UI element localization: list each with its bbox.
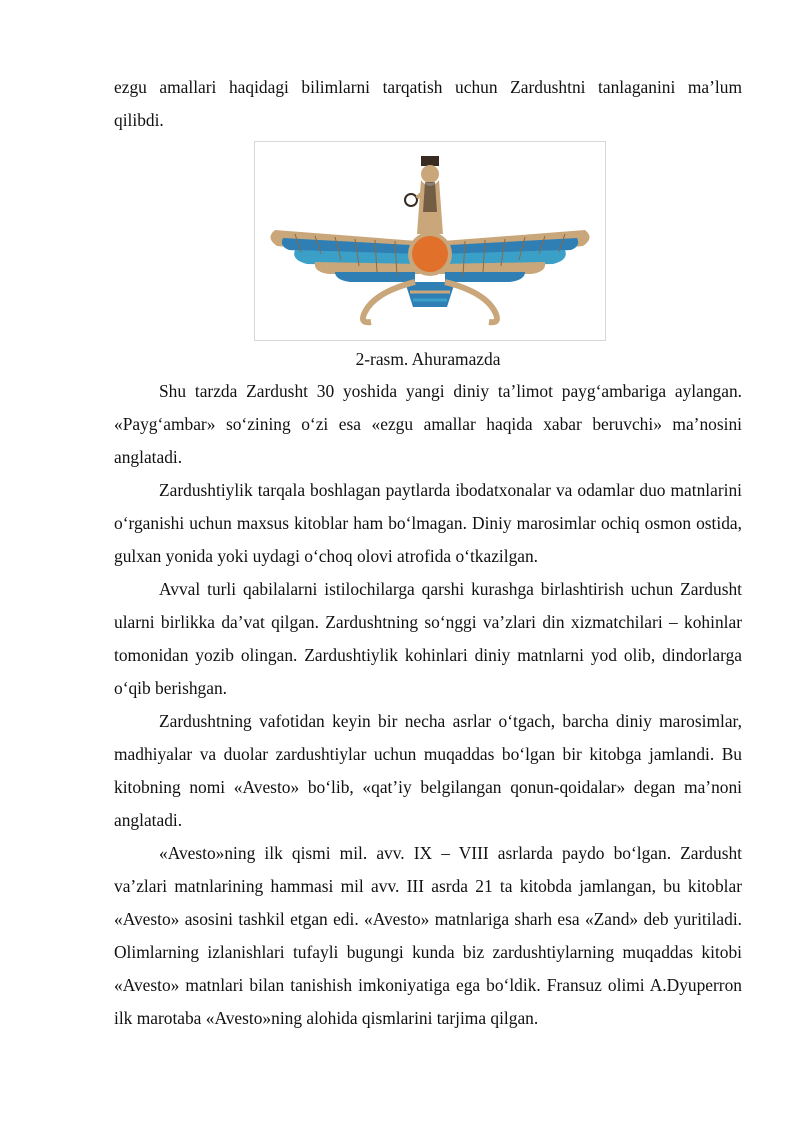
intro-line-1: ezgu amallari haqidagi bilimlarni tarqatish uchun Zardushtni tanlaganini ma’lum	[114, 77, 742, 97]
central-ring	[410, 234, 450, 274]
intro-text	[114, 71, 742, 137]
intro-line-2: qilibdi.	[114, 110, 164, 130]
tail	[405, 282, 455, 307]
left-wing	[270, 230, 430, 282]
paragraph: «Avesto»ning ilk qismi mil. avv. IX – VIII asrlarda paydo bo‘lgan. Zardusht va’zlari matnlarining hammasi mil avv. III asrda 21 ta kitobda jamlangan, bu kitoblar «Avesto» asosini tashkil etgan edi. «Avesto» matnlariga sharh esa «Zand» deb yuritiladi. Olimlarning izlanishlari tufayli bugungi kunda biz zardushtiylarning muqaddas kitobi «Avesto» matnlari bilan tanishish imkoniyatiga ega bo‘ldik. Fransuz olimi A.Dyuperron ilk marotaba «Avesto»ning alohida qismlarini tarjima qilgan.	[114, 843, 742, 1028]
paragraph: Avval turli qabilalarni istilochilarga qarshi kurashga birlashtirish uchun Zardusht ularni birlikka da’vat qilgan. Zardushtning so‘nggi va’zlari din xizmatchilari – kohinlar tomonidan yozib olingan. Zardushtiylik kohinlari diniy matnlarni yod olib, dindorlarga o‘qib berishgan.	[114, 579, 742, 698]
paragraph: Zardushtiylik tarqala boshlagan paytlarda ibodatxonalar va odamlar duo matnlarini o‘rganishi uchun maxsus kitoblar ham bo‘lmagan. Diniy marosimlar ochiq osmon ostida, gulxan yonida yoki uydagi o‘choq olovi atrofida o‘tkazilgan.	[114, 480, 742, 566]
paragraph: Zardushtning vafotidan keyin bir necha asrlar o‘tgach, barcha diniy marosimlar, madhiyalar va duolar zardushtiylar uchun muqaddas bo‘lgan bir kitobga jamlandi. Bu kitobning nomi «Avesto» bo‘lib, «qat’iy belgilangan qonun-qoidalar» degan ma’noni anglatadi.	[114, 711, 742, 830]
faravahar-image	[255, 142, 605, 340]
figure-caption: 2-rasm. Ahuramazda	[355, 349, 501, 369]
ahuramazda-figure	[254, 141, 606, 341]
paragraph: Shu tarzda Zardusht 30 yoshida yangi diniy ta’limot payg‘ambariga aylangan. «Payg‘ambar» so‘zining o‘zi esa «ezgu amallar haqida xabar beruvchi» ma’nosini anglatadi.	[114, 381, 742, 467]
human-figure	[405, 156, 443, 234]
right-wing	[430, 230, 590, 282]
body-text	[114, 375, 742, 1035]
